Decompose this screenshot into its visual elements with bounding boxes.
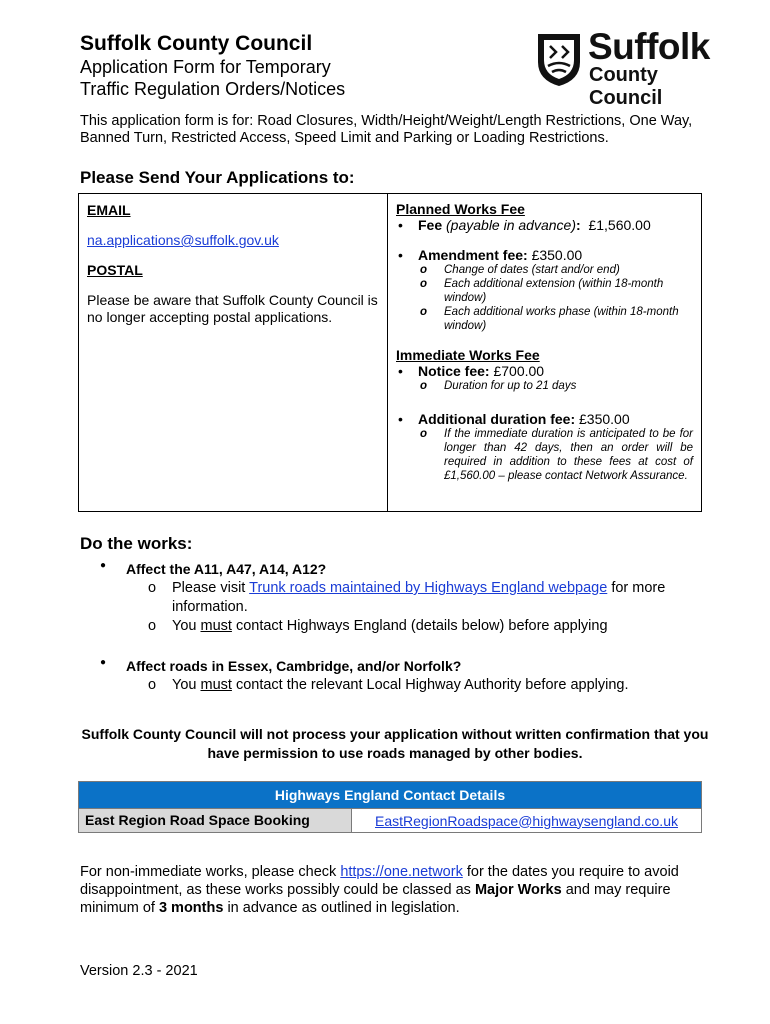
highways-england-table — [78, 781, 702, 833]
he-table-header: Highways England Contact Details — [79, 782, 702, 809]
email-heading: EMAIL — [87, 202, 131, 218]
intro-text: This application form is for: Road Closures, Width/Height/Weight/Length Restrictions, One Way, Banned Turn, Restricted Access, Speed Limit and Parking or Loading Restrictions. — [80, 113, 693, 146]
subtitle-line-2: Traffic Regulation Orders/Notices — [80, 79, 346, 99]
send-heading: Please Send Your Applications to: — [80, 168, 355, 187]
amendment-sub-item: o Change of dates (start and/or end) — [444, 263, 693, 277]
suffolk-logo — [536, 26, 736, 109]
amendment-fee-item: • Amendment fee: £350.00 o Change of dates (start and/or end) o Each additional extension (within 18-month window) o Each additional works phase (within 18-month window) — [418, 247, 693, 333]
works-q2-sub-1: o You must contact the relevant Local Highway Authority before applying. — [80, 676, 720, 695]
planned-fee-list — [396, 217, 693, 333]
notice-sublist — [418, 379, 693, 393]
additional-duration-item: • Additional duration fee: £350.00 o If the immediate duration is anticipated to be for longer than 42 days, then an order will be required in addition to these fees at cost of £1,560.00 – please contact Network Assurance. — [418, 411, 693, 483]
immediate-works-heading: Immediate Works Fee — [396, 347, 540, 363]
amendment-sub-item: o Each additional works phase (within 18-month window) — [444, 305, 693, 333]
notice-sub-item: o Duration for up to 21 days — [444, 379, 693, 393]
postal-heading: POSTAL — [87, 262, 143, 278]
warning-text: Suffolk County Council will not process your application without written confirmation that you have permission to use roads managed by other bodies. — [81, 726, 709, 761]
works-q1-sub-2: o You must contact Highways England (details below) before applying — [80, 617, 720, 636]
works-question-2: ● Affect roads in Essex, Cambridge, and/or Norfolk? — [80, 658, 720, 674]
works-list — [80, 561, 720, 695]
fee-item: • Fee (payable in advance): £1,560.00 — [418, 217, 693, 233]
footer-paragraph: For non-immediate works, please check https://one.network for the dates you require to avoid disappointment, as these works possibly could be classed as Major Works and may require minimum of 3 months in advance as outlined in legislation. — [80, 864, 679, 916]
amendment-sub-item: o Each additional extension (within 18-month window) — [444, 277, 693, 305]
works-question-1: ● Affect the A11, A47, A14, A12? — [80, 561, 720, 577]
one-network-link[interactable]: https://one.network — [340, 864, 463, 880]
highways-england-link[interactable]: Trunk roads maintained by Highways England webpage — [249, 580, 608, 596]
logo-word-county-council: County Council — [589, 64, 663, 109]
he-email-link[interactable]: EastRegionRoadspace@highwaysengland.co.uk — [375, 812, 678, 829]
version-label: Version 2.3 - 2021 — [80, 963, 198, 979]
he-label-cell: East Region Road Space Booking — [79, 809, 352, 833]
additional-sublist — [418, 427, 693, 483]
contact-cell — [79, 194, 388, 512]
amendment-sublist — [418, 263, 693, 333]
council-title: Suffolk County Council — [80, 32, 313, 55]
form-subtitle — [80, 56, 480, 100]
notice-fee-item: • Notice fee: £700.00 o Duration for up to 21 days — [418, 363, 693, 393]
immediate-fee-list — [396, 363, 693, 483]
email-link[interactable]: na.applications@suffolk.gov.uk — [87, 232, 279, 248]
works-heading: Do the works: — [80, 534, 193, 553]
logo-word-suffolk: Suffolk — [588, 26, 710, 67]
shield-crest-icon — [536, 32, 582, 88]
works-q1-sub-1: o Please visit Trunk roads maintained by Highways England webpage for more information. — [80, 579, 720, 617]
postal-text: Please be aware that Suffolk County Council is no longer accepting postal applications. — [87, 292, 378, 325]
contact-fee-table — [78, 193, 702, 512]
planned-works-heading: Planned Works Fee — [396, 201, 525, 217]
subtitle-line-1: Application Form for Temporary — [80, 57, 331, 77]
additional-sub-item: o If the immediate duration is anticipated to be for longer than 42 days, then an order will be required in addition to these fees at cost of £1,560.00 – please contact Network Assurance. — [444, 427, 693, 483]
fees-cell — [388, 194, 702, 512]
